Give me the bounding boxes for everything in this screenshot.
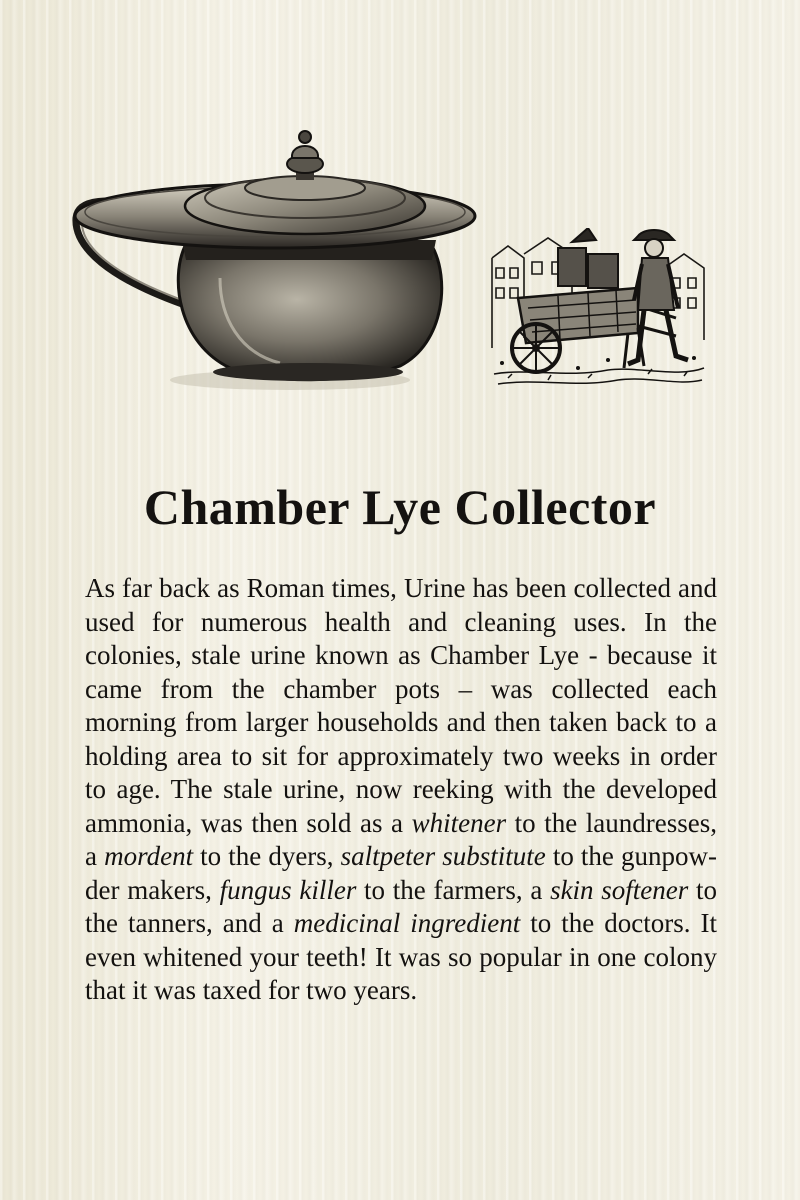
- paragraph-text: to the farmers, a: [356, 874, 551, 905]
- emphasized-term: mordent: [104, 841, 194, 871]
- emphasized-term: skin softener: [550, 874, 689, 905]
- paragraph-text: to the dyers,: [193, 841, 341, 871]
- emphasized-term: medicinal ingredient: [293, 908, 521, 938]
- emphasized-term: fungus killer: [219, 874, 357, 905]
- emphasized-term: saltpeter substitute: [340, 841, 546, 871]
- emphasized-term: whitener: [411, 807, 507, 838]
- page-title: Chamber Lye Collector: [143, 479, 657, 535]
- paragraph-text: to the doctors. It even whitened your teeth! It was so popular in one colony that it was taxed for two years.: [85, 908, 718, 1005]
- paragraph-text: to the tanners, and a: [85, 874, 717, 938]
- cart-vendor-icon: [488, 228, 710, 393]
- body-paragraph: [85, 572, 717, 1008]
- paragraph-text: As far back as Roman times, Urine has been collected and used for numerous health and cleaning uses. In the colonies, stale urine known as Chamber Lye - because it came from the chamber pots – was collected each morning from larger households and then taken back to a holding area to sit for approximately two weeks in order to age. The stale urine, now reeking with the developed ammonia, was then sold as a: [85, 573, 717, 838]
- paragraph-text: to the laundresses, a: [85, 807, 718, 871]
- paragraph-text: to the gunpowder makers,: [85, 841, 717, 905]
- chamber-pot-icon: [70, 128, 480, 398]
